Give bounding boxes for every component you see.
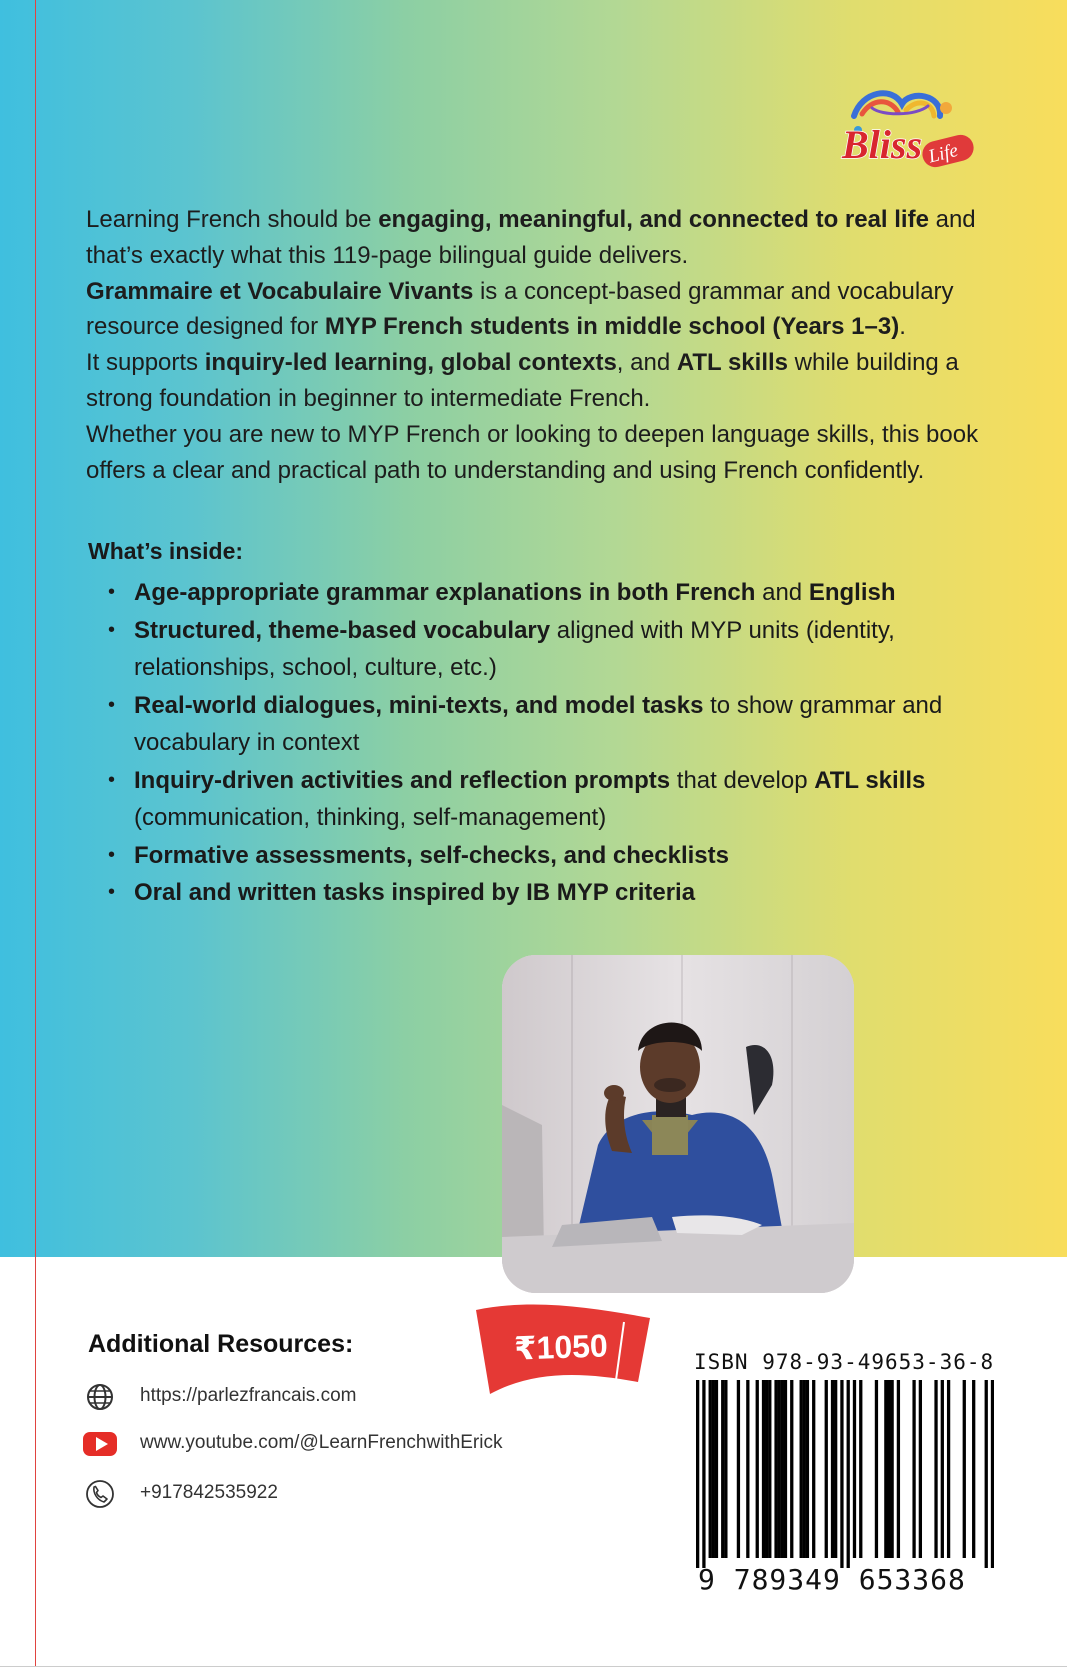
bold-text: ATL skills xyxy=(676,349,788,377)
barcode-bar xyxy=(774,1380,777,1558)
list-item xyxy=(134,612,964,687)
youtube-icon xyxy=(82,1426,118,1462)
barcode-bar xyxy=(890,1380,893,1558)
barcode-bar xyxy=(834,1380,837,1558)
text-run: , and xyxy=(616,349,677,377)
barcode-bar xyxy=(934,1380,937,1558)
barcode-bar xyxy=(715,1380,718,1558)
bold-text: engaging, meaningful, and connected to real life xyxy=(378,206,929,233)
barcode-bar xyxy=(853,1380,856,1558)
barcode-bar xyxy=(803,1380,806,1558)
bold-text: Oral and written tasks inspired by IB MYP criteria xyxy=(134,879,696,906)
barcode-bar xyxy=(919,1380,922,1558)
text-run: that develop xyxy=(670,766,815,794)
globe-icon xyxy=(82,1379,118,1415)
list-item xyxy=(134,574,964,612)
bold-text: Grammaire et Vocabulaire Vivants xyxy=(86,277,474,305)
bold-text: Age-appropriate grammar explanations in both French xyxy=(134,579,756,606)
price: ₹1050 xyxy=(513,1327,609,1367)
barcode-bar xyxy=(972,1380,975,1558)
barcode-bar xyxy=(985,1380,988,1568)
bold-text: Structured, theme-based vocabulary xyxy=(134,616,551,644)
barcode-bar xyxy=(709,1380,712,1558)
text-run: It supports xyxy=(86,349,205,377)
logo-brand: Bliss xyxy=(842,122,923,167)
intro-paragraph xyxy=(86,417,986,489)
barcode-bar xyxy=(712,1380,715,1558)
barcode-bar xyxy=(947,1380,950,1558)
barcode-bar xyxy=(884,1380,887,1558)
barcode-bar xyxy=(737,1380,740,1558)
list-item xyxy=(134,687,964,762)
phone-number[interactable]: +917842535922 xyxy=(140,1482,278,1503)
logo-brand-suffix: Life xyxy=(926,139,961,168)
text-run: aligned with MYP units (identity, relationships, school, culture, etc.) xyxy=(134,616,895,681)
barcode-digits: 9 789349 653368 xyxy=(698,1563,966,1596)
text-run: Whether you are new to MYP French or looking to deepen language skills, this book offers a clear and practical path to understanding and using French confidently. xyxy=(86,420,979,484)
barcode-bar xyxy=(859,1380,862,1558)
barcode-bar xyxy=(790,1380,793,1558)
bold-text: Real-world dialogues, mini-texts, and model tasks xyxy=(134,691,704,719)
text-run: Learning French should be xyxy=(86,206,379,233)
text-run: is a concept-based grammar and vocabulary resource designed for xyxy=(86,277,954,341)
website-link[interactable]: https://parlezfrancais.com xyxy=(140,1385,357,1406)
barcode-bar xyxy=(781,1380,784,1558)
isbn-label: ISBN 978-93-49653-36-8 xyxy=(694,1350,995,1374)
barcode-bar xyxy=(825,1380,828,1558)
text-run: to show grammar and vocabulary in context xyxy=(134,691,943,756)
youtube-link[interactable]: www.youtube.com/@LearnFrenchwithErick xyxy=(140,1432,503,1453)
barcode-bar xyxy=(696,1380,699,1568)
barcode-bar xyxy=(702,1380,705,1568)
barcode-bar xyxy=(756,1380,759,1558)
text-run: and xyxy=(755,579,809,606)
resources-heading: Additional Resources: xyxy=(88,1330,354,1358)
barcode-bar xyxy=(897,1380,900,1558)
text-run: while building a strong foundation in beginner to intermediate French. xyxy=(86,349,959,412)
intro-paragraph xyxy=(86,345,986,417)
barcode-bar xyxy=(765,1380,768,1558)
barcode-bar xyxy=(721,1380,724,1558)
whats-inside-heading: What’s inside: xyxy=(88,538,244,564)
text-run: and that’s exactly what this 119-page bilingual guide delivers. xyxy=(86,206,976,269)
bold-text: MYP French students in middle school (Years 1–3) xyxy=(324,313,900,341)
barcode-bar xyxy=(991,1380,994,1568)
barcode-bar xyxy=(784,1380,787,1558)
bliss-life-logo xyxy=(832,86,982,186)
barcode-bar xyxy=(831,1380,834,1558)
isbn-barcode xyxy=(696,1380,994,1568)
barcode-bar xyxy=(762,1380,765,1558)
text-run: (communication, thinking, self-management) xyxy=(134,804,607,831)
barcode-bar xyxy=(887,1380,890,1558)
bold-text: English xyxy=(808,579,896,606)
bold-text: inquiry-led learning, global contexts xyxy=(204,349,617,377)
barcode-bar xyxy=(812,1380,815,1558)
barcode-bar xyxy=(941,1380,944,1558)
phone-icon xyxy=(82,1476,118,1512)
barcode-bar xyxy=(963,1380,966,1558)
contents-list xyxy=(134,574,964,912)
barcode-bar xyxy=(912,1380,915,1558)
barcode-bar xyxy=(840,1380,843,1568)
barcode-bar xyxy=(800,1380,803,1558)
intro-paragraph xyxy=(86,202,986,274)
bold-text: Inquiry-driven activities and reflection prompts xyxy=(134,766,671,794)
barcode-bar xyxy=(746,1380,749,1558)
intro-paragraph xyxy=(86,274,986,346)
bold-text: Formative assessments, self-checks, and checklists xyxy=(134,841,729,869)
list-item xyxy=(134,762,964,837)
text-run: . xyxy=(899,313,906,341)
bold-text: ATL skills xyxy=(814,766,926,794)
barcode-bar xyxy=(875,1380,878,1558)
list-item xyxy=(134,874,964,912)
barcode-bar xyxy=(847,1380,850,1568)
intro-text xyxy=(86,202,986,488)
barcode-bar xyxy=(724,1380,727,1558)
author-photo xyxy=(502,955,854,1293)
list-item xyxy=(134,837,964,875)
spine-guide-line xyxy=(35,0,36,1667)
barcode-bar xyxy=(778,1380,781,1558)
barcode-bar xyxy=(806,1380,809,1558)
barcode-bar xyxy=(768,1380,771,1558)
